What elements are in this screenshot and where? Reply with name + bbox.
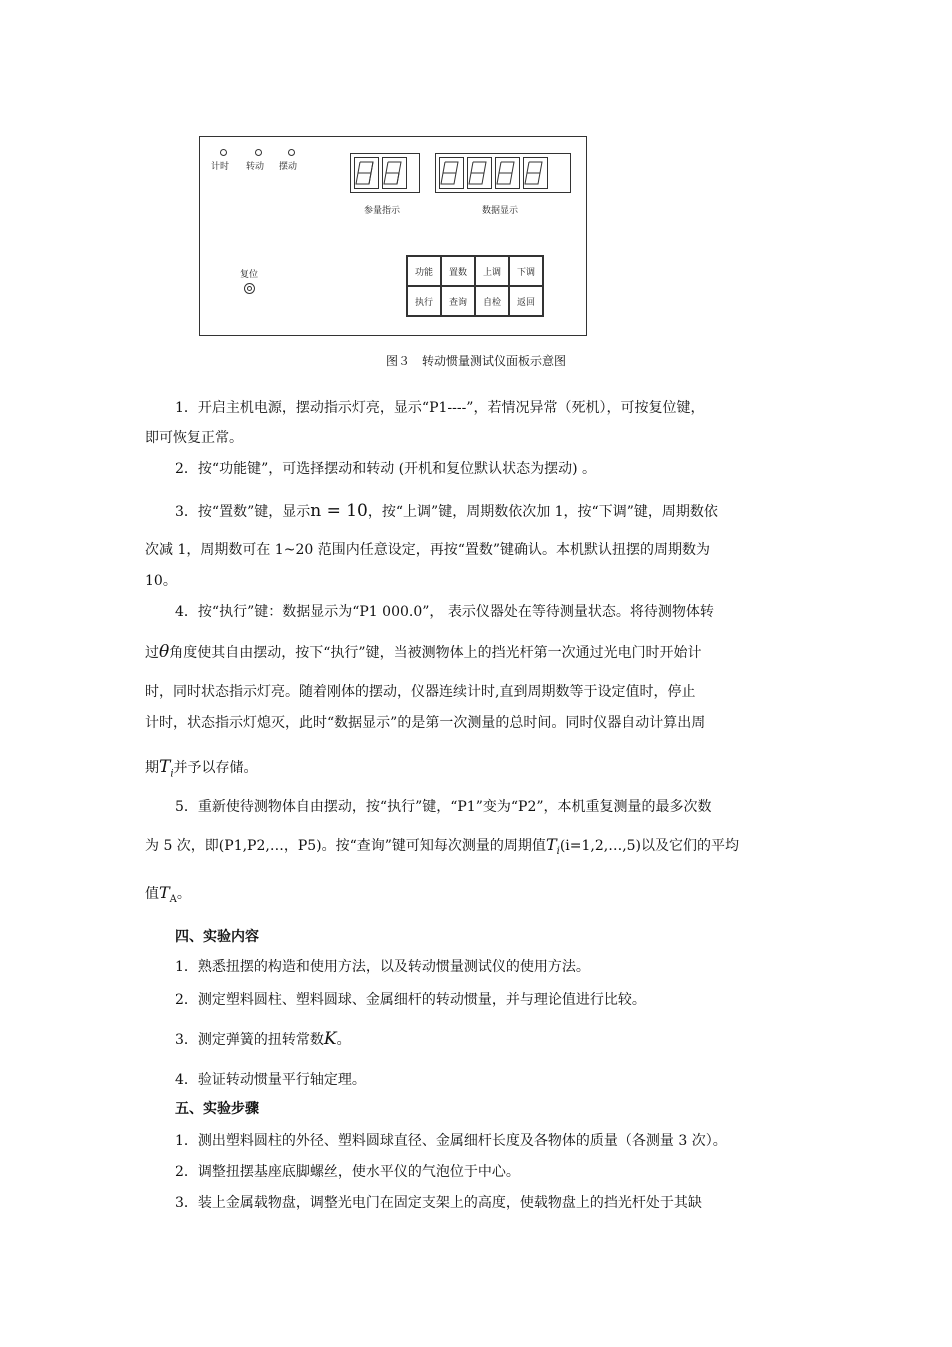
item-3-text-a: 3．按“置数”键，显示 (175, 504, 311, 520)
section-4-item-3 (175, 1029, 840, 1050)
item-3-line-1 (175, 501, 840, 522)
parameter-display (350, 153, 420, 193)
item-4-text-a: 过 (145, 645, 159, 661)
item-4-text-c: 期 (145, 760, 159, 776)
item-5-line-1: 5．重新使待测物体自由摆动，按“执行”键，“P1”变为“P2”，本机重复测量的最多次数 (175, 799, 712, 815)
item-5-line-2 (145, 835, 810, 862)
seven-segment-digit-icon (467, 157, 492, 189)
section-4-item-1: 1．熟悉扭摆的构造和使用方法，以及转动惯量测试仪的使用方法。 (175, 959, 590, 975)
T-letter: T (545, 835, 557, 854)
section-4-item-2: 2．测定塑料圆柱、塑料圆球、金属细杆的转动惯量，并与理论值进行比较。 (175, 992, 646, 1008)
i-subscript: i (556, 846, 560, 858)
section-5-heading: 五、实验步骤 (175, 1101, 259, 1117)
theta-symbol: θ (159, 642, 170, 662)
item-5-text-b: (i=1,2,…,5)以及它们的平均 (559, 838, 740, 854)
section-4-item-3-end: 。 (336, 1032, 351, 1048)
item-3-line-2: 次减 1，周期数可在 1~20 范围内任意设定，再按“置数”键确认。本机默认扭摆的周期数为 (145, 542, 711, 558)
A-subscript: A (169, 894, 177, 906)
seven-segment-digit-icon (495, 157, 520, 189)
item-1-line-2: 即可恢复正常。 (145, 430, 243, 446)
item-4-line-5 (145, 757, 810, 784)
seven-segment-digit-icon (382, 157, 407, 189)
set-number-key[interactable]: 置数 (441, 256, 475, 286)
data-display-label: 数据显示 (482, 206, 519, 216)
parameter-display-label: 参量指示 (364, 206, 401, 216)
execute-key[interactable]: 执行 (407, 286, 441, 316)
up-key[interactable]: 上调 (475, 256, 509, 286)
led-label-rotation: 转动 (246, 162, 265, 172)
led-label-swing: 摆动 (279, 162, 298, 172)
item-5-text-a: 为 5 次，即(P1,P2,…，P5)。按“查询”键可知每次测量的周期值 (145, 838, 546, 854)
section-4-item-3-text: 3．测定弹簧的扭转常数 (175, 1032, 324, 1048)
seven-segment-digit-icon (439, 157, 464, 189)
query-key[interactable]: 查询 (441, 286, 475, 316)
return-key[interactable]: 返回 (509, 286, 543, 316)
item-5-text-d: 。 (176, 886, 191, 902)
T-letter: T (159, 883, 170, 902)
i-subscript: i (170, 768, 174, 780)
seven-segment-digit-icon (523, 157, 548, 189)
self-check-key[interactable]: 自检 (475, 286, 509, 316)
data-display (435, 153, 571, 193)
item-5-text-c: 值 (145, 886, 159, 902)
seven-segment-digit-icon (354, 157, 379, 189)
swing-led-icon (288, 149, 295, 156)
section-5-item-2: 2．调整扭摆基座底脚螺丝，使水平仪的气泡位于中心。 (175, 1164, 520, 1180)
item-3-line-3: 10。 (145, 573, 177, 589)
section-4-heading: 四、实验内容 (175, 929, 259, 945)
reset-label: 复位 (240, 270, 259, 280)
function-key[interactable]: 功能 (407, 256, 441, 286)
reset-button[interactable] (244, 283, 255, 294)
figure-caption: 图３ 转动惯量测试仪面板示意图 (385, 354, 566, 368)
item-3-text-b: ，按“上调”键，周期数依次加 1，按“下调”键，周期数依 (367, 504, 718, 520)
period-Ti-symbol (159, 757, 174, 780)
item-4-line-3: 时，同时状态指示灯亮。随着刚体的摆动，仪器连续计时,直到周期数等于设定值时，停止 (145, 684, 696, 700)
section-4-item-4: 4．验证转动惯量平行轴定理。 (175, 1072, 366, 1088)
keypad (406, 255, 544, 317)
torsion-constant-K-symbol: K (323, 1029, 337, 1049)
down-key[interactable]: 下调 (509, 256, 543, 286)
item-2: 2．按“功能键”，可选择摆动和转动 (开机和复位默认状态为摆动) 。 (175, 461, 597, 477)
n-equals-10-formula: n = 10 (310, 501, 368, 521)
item-1-line-1: 1．开启主机电源，摆动指示灯亮，显示“P1----”，若情况异常（死机），可按复位键， (175, 400, 705, 416)
item-5-line-3 (145, 883, 810, 910)
period-Ti-symbol (545, 835, 560, 858)
item-4-line-2 (145, 642, 810, 663)
led-label-timing: 计时 (211, 162, 230, 172)
item-4-line-1: 4．按“执行”键：数据显示为“P1 000.0”， 表示仪器处在等待测量状态。将待测物体转 (175, 604, 714, 620)
T-letter: T (159, 757, 171, 777)
item-4-text-d: 并予以存储。 (173, 760, 258, 776)
tester-panel-diagram (199, 136, 587, 336)
rotation-led-icon (255, 149, 262, 156)
average-period-TA-symbol (159, 883, 177, 906)
timing-led-icon (220, 149, 227, 156)
item-4-text-b: 角度使其自由摆动，按下“执行”键，当被测物体上的挡光杆第一次通过光电门时开始计 (169, 645, 702, 661)
item-4-line-4: 计时，状态指示灯熄灭，此时“数据显示”的是第一次测量的总时间。同时仪器自动计算出周 (145, 715, 706, 731)
section-5-item-1: 1．测出塑料圆柱的外径、塑料圆球直径、金属细杆长度及各物体的质量（各测量 3 次）。 (175, 1133, 727, 1149)
section-5-item-3: 3．装上金属载物盘，调整光电门在固定支架上的高度，使载物盘上的挡光杆处于其缺 (175, 1195, 702, 1211)
